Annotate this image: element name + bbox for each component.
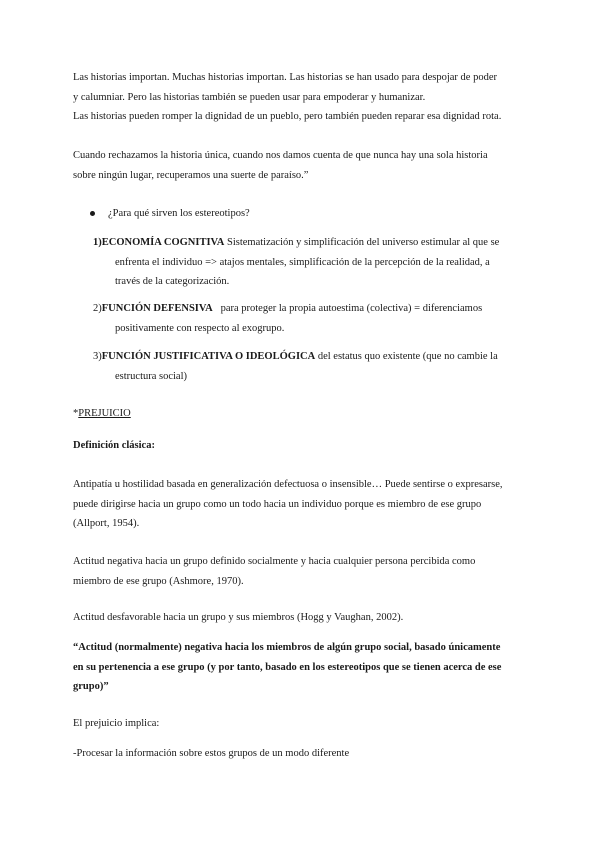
text-line: positivamente con respecto al exogrupo.: [115, 322, 285, 334]
text-line: del estatus quo existente (que no cambie la: [315, 351, 498, 362]
prejuicio-heading: [73, 404, 529, 424]
function-title: ECONOMÍA COGNITIVA: [101, 237, 225, 248]
text-line: Sistematización y simplificación del universo estimular al que se: [224, 237, 500, 248]
text-line: Las historias pueden romper la dignidad de un pueblo, pero también pueden reparar esa dignidad rota.: [73, 111, 502, 122]
text-line: través de la categorización.: [115, 276, 230, 287]
text-line: grupo)”: [73, 681, 109, 692]
function-number: 2): [93, 303, 102, 314]
text-line: puede dirigirse hacia un grupo como un todo hacia un individuo porque es miembro de ese grupo: [73, 498, 482, 510]
heading-text: PREJUICIO: [78, 408, 131, 419]
definition-paragraph-3: Actitud desfavorable hacia un grupo y sus miembros (Hogg y Vaughan, 2002).: [73, 612, 404, 623]
definition-paragraph-1: [73, 475, 529, 534]
text-line: para proteger la propia autoestima (colectiva) = diferenciamos: [212, 303, 483, 314]
text-line: estructura social): [115, 370, 188, 382]
text-line: y calumniar. Pero las historias también se pueden usar para empoderar y humanizar.: [73, 91, 426, 103]
heading-asterisk: *: [73, 408, 79, 419]
function-item-1: [93, 233, 527, 292]
text-line: Antipatía u hostilidad basada en generalización defectuosa o insensible… Puede sentirse o expresarse,: [73, 479, 503, 490]
text-line: miembro de ese grupo (Ashmore, 1970).: [73, 575, 244, 587]
intro-paragraph-1: [73, 68, 529, 127]
text-line: Cuando rechazamos la historia única, cuando nos damos cuenta de que nunca hay una sola historia: [73, 150, 488, 161]
implica-item: -Procesar la información sobre estos grupos de un modo diferente: [73, 748, 350, 759]
definition-paragraph-2: [73, 552, 529, 591]
text-line: enfrenta el individuo => atajos mentales, simplificación de la percepción de la realidad, a: [115, 256, 490, 268]
text-line: Actitud negativa hacia un grupo definido socialmente y hacia cualquier persona percibida como: [73, 556, 476, 567]
bullet-text: ¿Para qué sirven los estereotipos?: [108, 208, 250, 219]
intro-paragraph-2: [73, 146, 529, 185]
function-number: 1): [93, 237, 102, 248]
function-title: FUNCIÓN JUSTIFICATIVA O IDEOLÓGICA: [101, 351, 316, 362]
text-line: sobre ningún lugar, recuperamos una suerte de paraíso.”: [73, 169, 309, 181]
implica-intro: El prejuicio implica:: [73, 718, 160, 729]
function-item-2: [93, 299, 527, 338]
text-line: “Actitud (normalmente) negativa hacia los miembros de algún grupo social, basado únicamente: [73, 642, 501, 653]
text-line: Las historias importan. Muchas historias importan. Las historias se han usado para despojar de poder: [73, 72, 497, 83]
text-line: en su pertenencia a ese grupo (y por tanto, basado en los estereotipos que se tienen acerca de ese: [73, 661, 502, 673]
bullet-dot-icon: [90, 211, 95, 216]
function-number: 3): [93, 351, 102, 362]
function-title: FUNCIÓN DEFENSIVA: [101, 303, 213, 314]
definition-subheading: Definición clásica:: [73, 440, 155, 451]
function-item-3: [93, 347, 527, 386]
definition-quote: [73, 638, 529, 697]
text-line: (Allport, 1954).: [73, 518, 140, 529]
